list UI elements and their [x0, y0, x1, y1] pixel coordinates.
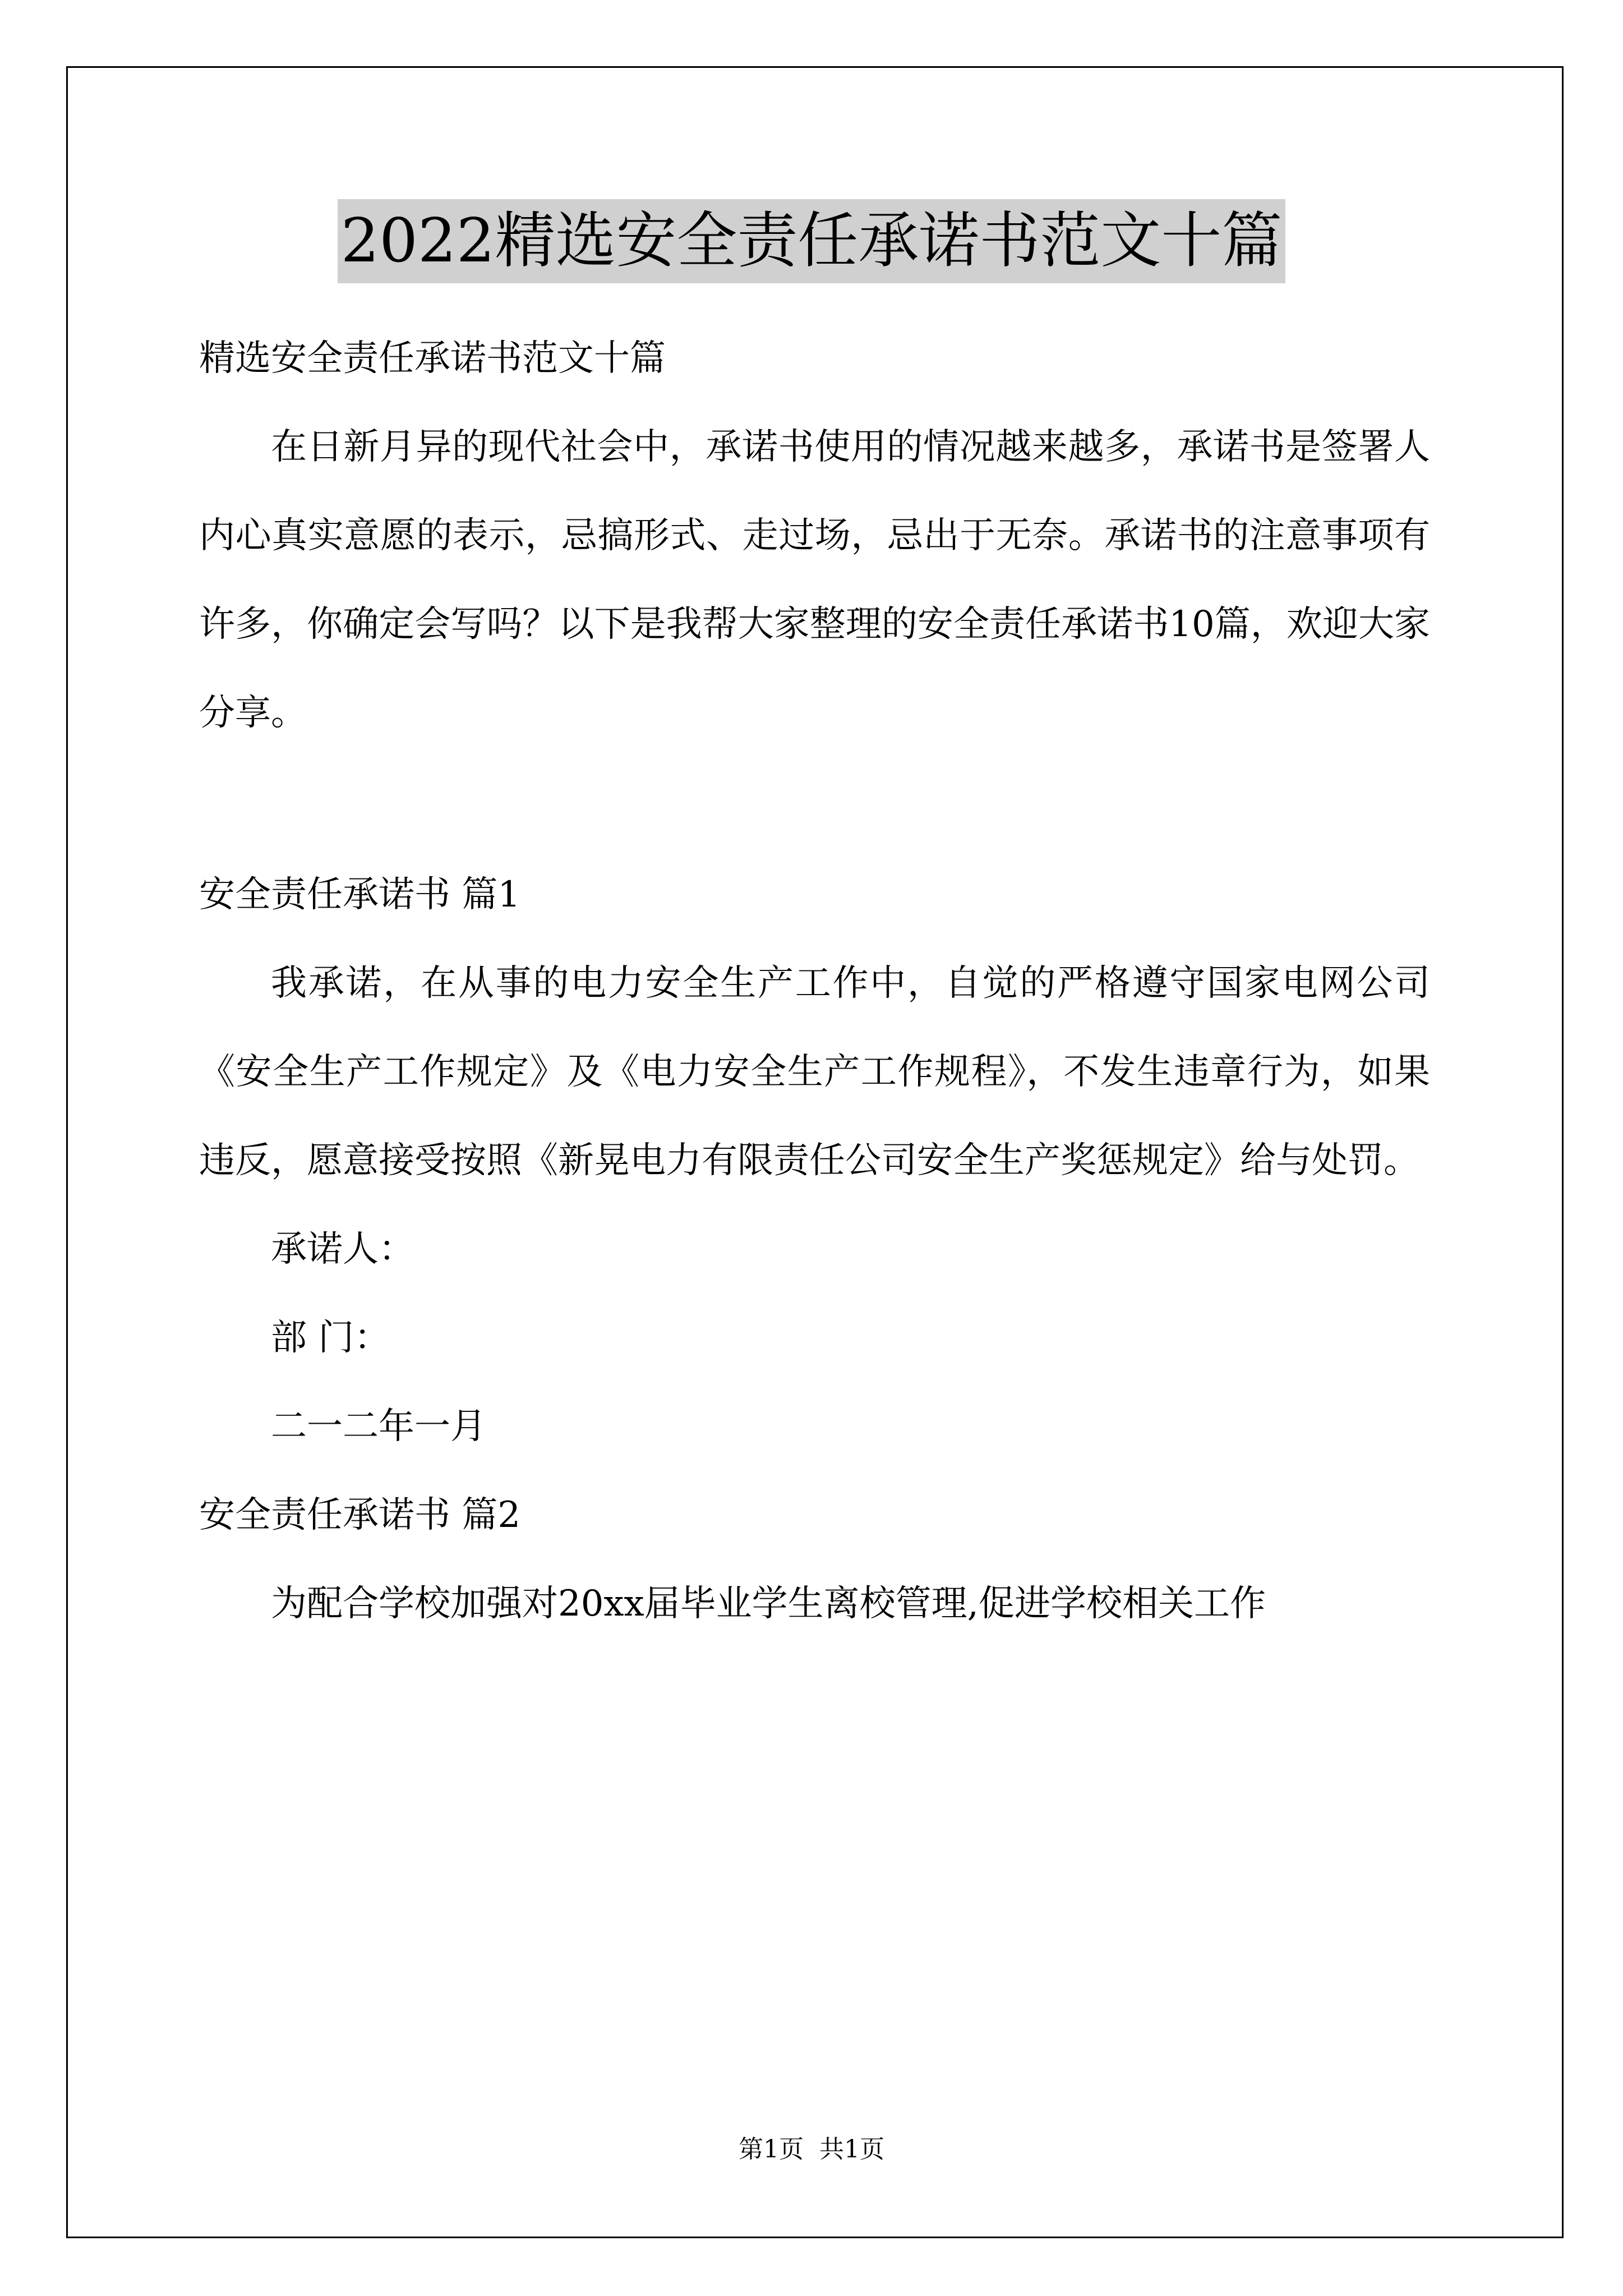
section-2-paragraph: 为配合学校加强对20xx届毕业学生离校管理,促进学校相关工作	[271, 1583, 1266, 1625]
page-total: 共1页	[819, 2135, 884, 2164]
section-2-heading: 安全责任承诺书 篇2	[199, 1494, 521, 1536]
section-1-heading: 安全责任承诺书 篇1	[199, 874, 521, 915]
promisor-label: 承诺人：	[271, 1228, 414, 1270]
date-line: 二一二年一月	[271, 1406, 486, 1447]
title-container	[0, 199, 1623, 283]
document-title: 2022精选安全责任承诺书范文十篇	[338, 199, 1286, 283]
page-footer	[0, 2129, 1623, 2165]
paragraph-gap	[199, 757, 1430, 850]
intro-paragraph: 在日新月异的现代社会中，承诺书使用的情况越来越多，承诺书是签署人内心真实意愿的表示，忌搞形式、走过场，忌出于无奈。承诺书的注意事项有许多，你确定会写吗？以下是我帮大家整理的安全责任承诺书10篇，欢迎大家分享。	[199, 426, 1430, 734]
department-label: 部 门：	[271, 1317, 390, 1359]
document-body	[199, 314, 1430, 1648]
page-number: 第1页	[739, 2135, 804, 2164]
document-subtitle: 精选安全责任承诺书范文十篇	[199, 338, 666, 379]
section-1-paragraph: 我承诺，在从事的电力安全生产工作中，自觉的严格遵守国家电网公司《安全生产工作规定》及《电力安全生产工作规程》，不发生违章行为，如果违反，愿意接受按照《新晃电力有限责任公司安全生产奖惩规定》给与处罚。	[199, 963, 1430, 1181]
